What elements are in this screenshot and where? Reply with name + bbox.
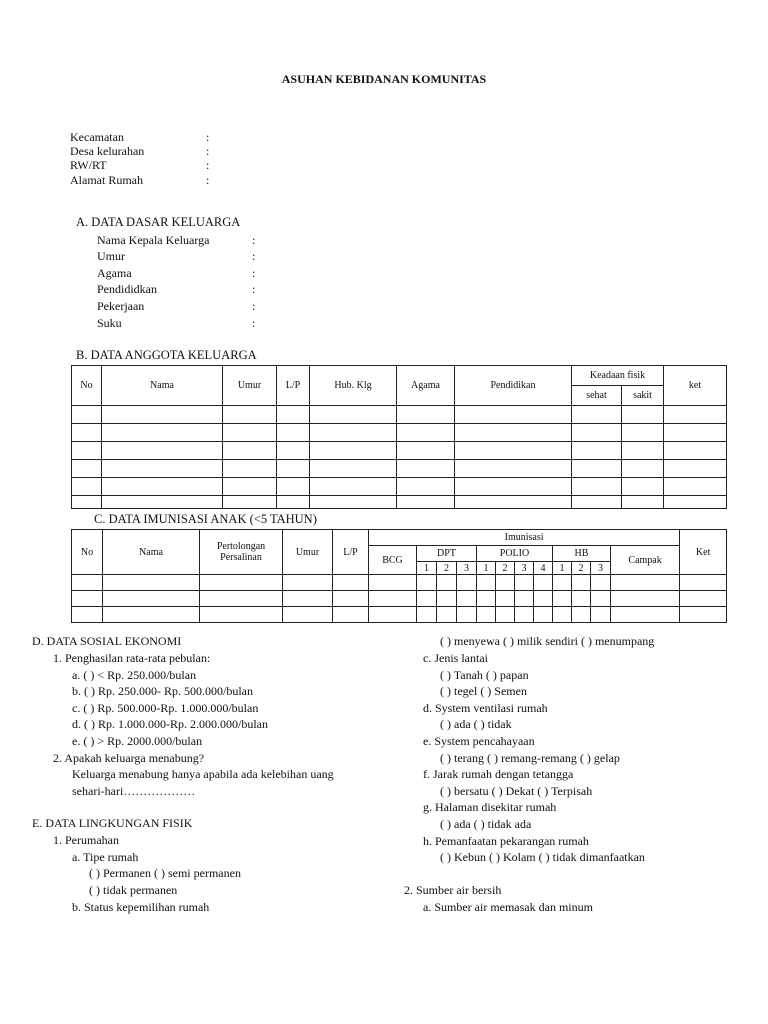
- table-row: [72, 460, 727, 478]
- col-umur: Umur: [283, 530, 333, 575]
- field-alamat: Alamat Rumah :: [70, 173, 210, 187]
- d-item-1: 1. Penghasilan rata-rata pebulan:: [53, 651, 211, 665]
- d-option-d: d. ( ) Rp. 1.000.000-Rp. 2.000.000/bulan: [72, 717, 268, 731]
- d-option-e: e. ( ) > Rp. 2000.000/bulan: [72, 734, 203, 748]
- table-row: [72, 424, 727, 442]
- family-members-table: [71, 365, 727, 509]
- section-e-title: E. DATA LINGKUNGAN FISIK: [32, 816, 193, 830]
- table-row: [72, 496, 727, 509]
- immunization-table: [71, 529, 727, 623]
- col-ket: Ket: [680, 530, 727, 575]
- field-nama-kepala: Nama Kepala Keluarga :: [97, 233, 256, 247]
- field-umur: Umur :: [97, 249, 256, 263]
- e-item-1a: a. Tipe rumah: [72, 850, 139, 864]
- r-item-2a: a. Sumber air memasak dan minum: [423, 900, 593, 914]
- e-item-1: 1. Perumahan: [53, 833, 119, 847]
- field-desa: Desa kelurahan :: [70, 144, 210, 158]
- col-agama: Agama: [397, 366, 455, 406]
- hb-1: 1: [553, 562, 572, 575]
- r-item-c-opts1: ( ) Tanah ( ) papan: [440, 668, 529, 682]
- dpt-3: 3: [457, 562, 477, 575]
- col-keadaan-fisik: Keadaan fisik: [572, 366, 664, 386]
- col-sehat: sehat: [572, 386, 622, 406]
- section-b-title: B. DATA ANGGOTA KELUARGA: [76, 348, 257, 362]
- section-c-title: C. DATA IMUNISASI ANAK (<5 TAHUN): [94, 512, 317, 526]
- col-nama: Nama: [102, 366, 223, 406]
- r-item-g: g. Halaman disekitar rumah: [423, 800, 557, 814]
- polio-2: 2: [496, 562, 515, 575]
- col-campak: Campak: [611, 546, 680, 575]
- table-row: [72, 478, 727, 496]
- r-item-f-opts: ( ) bersatu ( ) Dekat ( ) Terpisah: [440, 784, 593, 798]
- field-kecamatan: Kecamatan :: [70, 130, 210, 144]
- col-no: No: [72, 530, 103, 575]
- col-nama: Nama: [103, 530, 200, 575]
- d-item-2: 2. Apakah keluarga menabung?: [53, 751, 205, 765]
- section-d-title: D. DATA SOSIAL EKONOMI: [32, 634, 182, 648]
- hb-2: 2: [572, 562, 591, 575]
- r-item-c: c. Jenis lantai: [423, 651, 488, 665]
- d-item-2-note-cont: sehari-hari………………: [72, 784, 196, 798]
- polio-1: 1: [477, 562, 496, 575]
- table-row: [72, 406, 727, 424]
- hb-3: 3: [591, 562, 611, 575]
- field-pendidikan: Pendididkan :: [97, 282, 256, 296]
- col-hub: Hub. Klg: [310, 366, 397, 406]
- r-item-c-opts2: ( ) tegel ( ) Semen: [440, 684, 527, 698]
- table-row: [72, 575, 727, 591]
- col-lp: L/P: [277, 366, 310, 406]
- polio-3: 3: [515, 562, 534, 575]
- dpt-1: 1: [417, 562, 437, 575]
- col-umur: Umur: [223, 366, 277, 406]
- r-item-f: f. Jarak rumah dengan tetangga: [423, 767, 574, 781]
- polio-4: 4: [534, 562, 553, 575]
- r-item-e: e. System pencahayaan: [423, 734, 535, 748]
- r-status-opts: ( ) menyewa ( ) milik sendiri ( ) menumpang: [440, 634, 655, 648]
- col-sakit: sakit: [622, 386, 664, 406]
- d-item-2-note: Keluarga menabung hanya apabila ada kelebihan uang: [72, 767, 334, 781]
- col-pertolongan: Pertolongan Persalinan: [200, 530, 283, 575]
- col-lp: L/P: [333, 530, 369, 575]
- col-bcg: BCG: [369, 546, 417, 575]
- e-item-1a-opts: ( ) Permanen ( ) semi permanen: [89, 866, 241, 880]
- e-item-1b: b. Status kepemilihan rumah: [72, 900, 210, 914]
- table-row: [72, 607, 727, 623]
- r-item-d: d. System ventilasi rumah: [423, 701, 548, 715]
- page-title: ASUHAN KEBIDANAN KOMUNITAS: [281, 72, 487, 86]
- field-pekerjaan: Pekerjaan :: [97, 299, 256, 313]
- col-no: No: [72, 366, 102, 406]
- col-hb: HB: [553, 546, 611, 562]
- col-ket: ket: [664, 366, 727, 406]
- col-polio: POLIO: [477, 546, 553, 562]
- r-item-2: 2. Sumber air bersih: [404, 883, 502, 897]
- section-a-title: A. DATA DASAR KELUARGA: [76, 215, 241, 229]
- dpt-2: 2: [437, 562, 457, 575]
- d-option-a: a. ( ) < Rp. 250.000/bulan: [72, 668, 197, 682]
- field-suku: Suku :: [97, 316, 256, 330]
- d-option-b: b. ( ) Rp. 250.000- Rp. 500.000/bulan: [72, 684, 253, 698]
- field-rwrt: RW/RT :: [70, 158, 210, 172]
- col-imunisasi: Imunisasi: [369, 530, 680, 546]
- col-pendidikan: Pendidikan: [455, 366, 572, 406]
- d-option-c: c. ( ) Rp. 500.000-Rp. 1.000.000/bulan: [72, 701, 259, 715]
- r-item-h-opts: ( ) Kebun ( ) Kolam ( ) tidak dimanfaatkan: [440, 850, 645, 864]
- r-item-g-opts: ( ) ada ( ) tidak ada: [440, 817, 532, 831]
- e-item-1a-opts2: ( ) tidak permanen: [89, 883, 178, 897]
- r-item-h: h. Pemanfaatan pekarangan rumah: [423, 834, 589, 848]
- r-item-e-opts: ( ) terang ( ) remang-remang ( ) gelap: [440, 751, 620, 765]
- col-dpt: DPT: [417, 546, 477, 562]
- r-item-d-opts: ( ) ada ( ) tidak: [440, 717, 512, 731]
- field-agama: Agama :: [97, 266, 256, 280]
- table-row: [72, 442, 727, 460]
- table-row: [72, 591, 727, 607]
